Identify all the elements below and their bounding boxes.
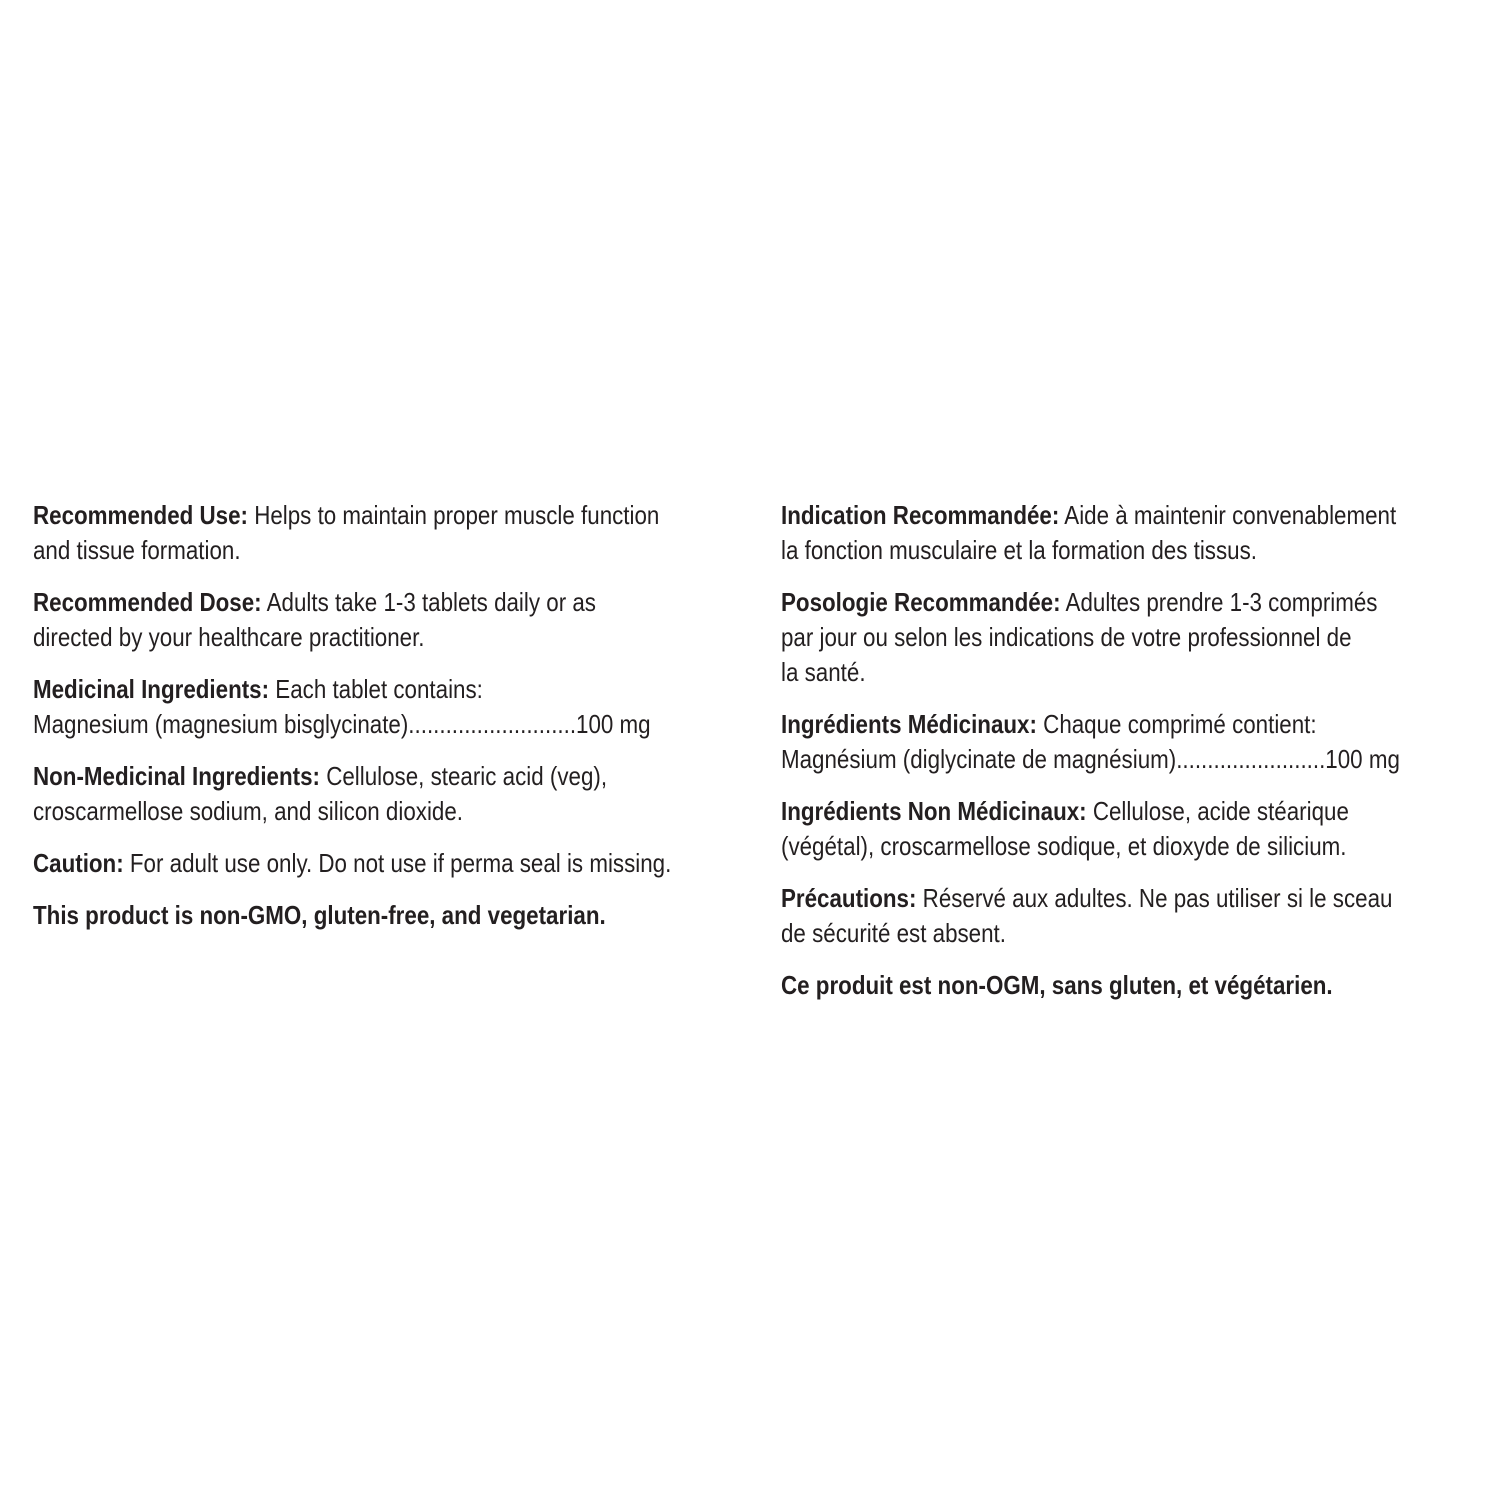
posologie-recommandee-section	[781, 585, 1491, 690]
indication-recommandee-text-1: Aide à maintenir convenablement	[1064, 500, 1397, 530]
non-medicinal-ingredients-text-1: Cellulose, stearic acid (veg),	[326, 761, 608, 791]
recommended-use-text-2: and tissue formation.	[33, 535, 241, 565]
ingredients-non-medicinaux-text-2: (végétal), croscarmellose sodique, et dioxyde de silicium.	[781, 831, 1347, 861]
caution-text-1: For adult use only. Do not use if perma seal is missing.	[129, 848, 672, 878]
recommended-use-text-1: Helps to maintain proper muscle function	[254, 500, 660, 530]
medicinal-ingredients-label: Medicinal Ingredients:	[33, 674, 270, 704]
precautions-text-2: de sécurité est absent.	[781, 918, 1006, 948]
posologie-recommandee-label: Posologie Recommandée:	[781, 587, 1061, 617]
recommended-use-label: Recommended Use:	[33, 500, 248, 530]
medicinal-ingredients-section	[33, 672, 743, 742]
ingredients-medicinaux-label: Ingrédients Médicinaux:	[781, 709, 1037, 739]
precautions-text-1: Réservé aux adultes. Ne pas utiliser si le sceau	[922, 883, 1393, 913]
ingredients-medicinaux-section	[781, 707, 1491, 777]
posologie-recommandee-text-2: par jour ou selon les indications de votre professionnel de	[781, 622, 1352, 652]
recommended-dose-text-2: directed by your healthcare practitioner.	[33, 622, 425, 652]
caution-label: Caution:	[33, 848, 124, 878]
ingredients-non-medicinaux-text-1: Cellulose, acide stéarique	[1092, 796, 1349, 826]
recommended-dose-section	[33, 585, 743, 655]
posologie-recommandee-text-3: la santé.	[781, 657, 866, 687]
non-medicinal-ingredients-label: Non-Medicinal Ingredients:	[33, 761, 320, 791]
ingredients-non-medicinaux-label: Ingrédients Non Médicinaux:	[781, 796, 1087, 826]
medicinal-ingredients-text-1: Each tablet contains:	[275, 674, 483, 704]
produit-statement: Ce produit est non-OGM, sans gluten, et végétarien.	[781, 970, 1333, 1000]
posologie-recommandee-text-1: Adultes prendre 1-3 comprimés	[1065, 587, 1378, 617]
medicinal-ingredient-row: Magnesium (magnesium bisglycinate)...........................100 mg	[33, 709, 651, 739]
indication-recommandee-section	[781, 498, 1491, 568]
non-medicinal-ingredients-text-2: croscarmellose sodium, and silicon dioxide.	[33, 796, 464, 826]
french-label-column	[781, 498, 1491, 1020]
indication-recommandee-label: Indication Recommandée:	[781, 500, 1060, 530]
product-statement: This product is non-GMO, gluten-free, and vegetarian.	[33, 900, 606, 930]
ingredients-non-medicinaux-section	[781, 794, 1491, 864]
non-medicinal-ingredients-section	[33, 759, 743, 829]
precautions-section	[781, 881, 1491, 951]
precautions-label: Précautions:	[781, 883, 917, 913]
ingredients-medicinaux-text-1: Chaque comprimé contient:	[1043, 709, 1317, 739]
caution-section	[33, 846, 743, 881]
indication-recommandee-text-2: la fonction musculaire et la formation des tissus.	[781, 535, 1257, 565]
produit-statement-section	[781, 968, 1491, 1003]
english-label-column	[33, 498, 743, 950]
recommended-use-section	[33, 498, 743, 568]
recommended-dose-text-1: Adults take 1-3 tablets daily or as	[266, 587, 596, 617]
ingredient-medicinal-row: Magnésium (diglycinate de magnésium)........................100 mg	[781, 744, 1400, 774]
product-statement-section	[33, 898, 743, 933]
recommended-dose-label: Recommended Dose:	[33, 587, 262, 617]
